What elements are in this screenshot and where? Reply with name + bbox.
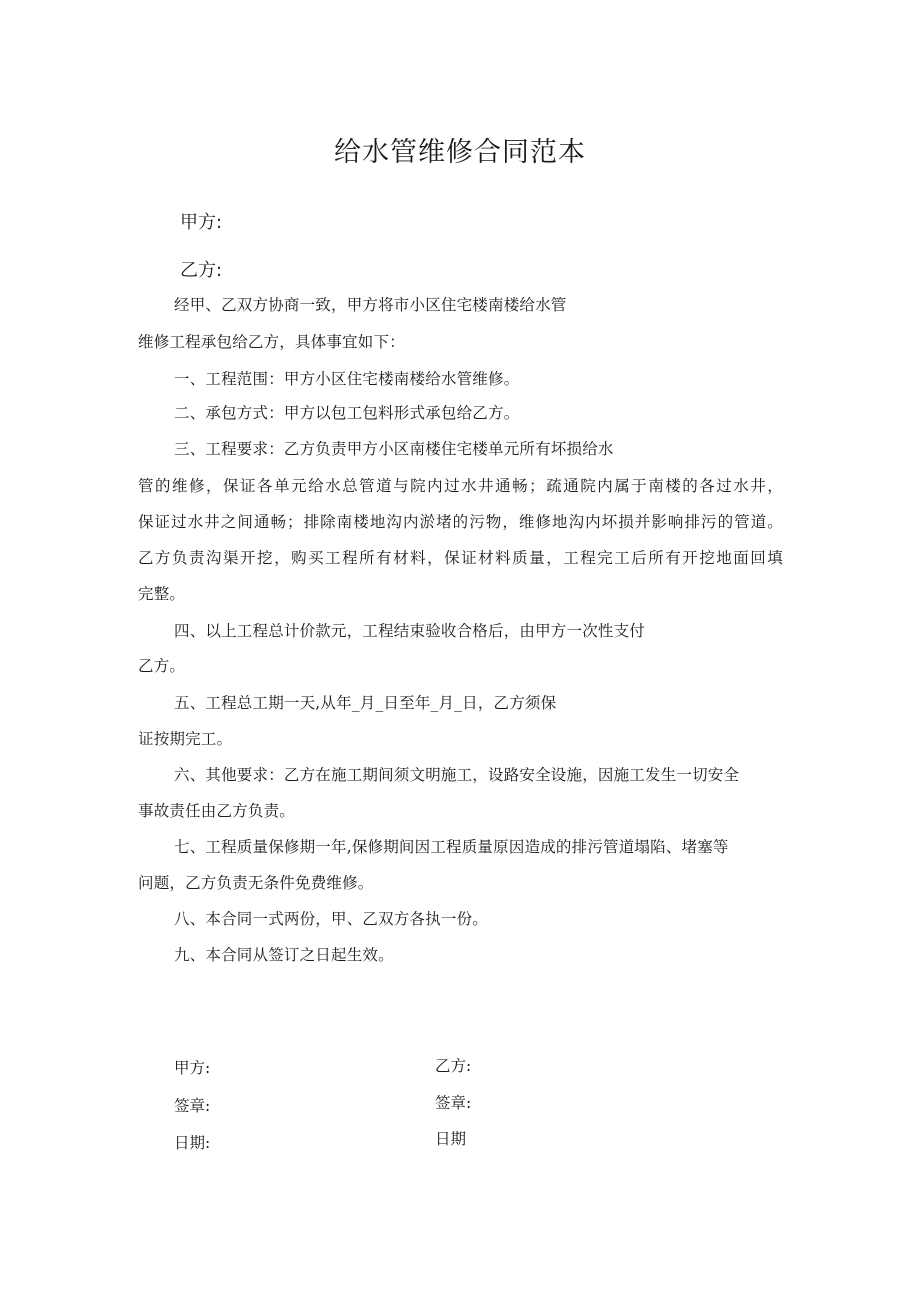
paragraph-line: 事故责任由乙方负责。	[138, 802, 296, 820]
signature-date-b: 日期	[435, 1130, 467, 1148]
paragraph-line: 四、以上工程总计价款元，工程结束验收合格后，由甲方一次性支付	[174, 622, 646, 640]
paragraph-line: 证按期完工。	[138, 730, 233, 748]
paragraph-line: 五、工程总工期一天,从年_月_日至年_月_日，乙方须保	[174, 694, 557, 712]
signature-party-a: 甲方:	[174, 1059, 211, 1077]
paragraph-line: 六、其他要求：乙方在施工期间须文明施工，设路安全设施，因施工发生一切安全	[174, 766, 740, 784]
paragraph-line: 保证过水井之间通畅；排除南楼地沟内淤堵的污物，维修地沟内坏损并影响排污的管道。	[138, 513, 783, 531]
signature-seal-a: 签章:	[174, 1097, 211, 1115]
paragraph-line: 完整。	[138, 585, 186, 603]
party-b-label: 乙方:	[180, 260, 223, 281]
paragraph-line: 九、本合同从签订之日起生效。	[174, 946, 394, 964]
paragraph-line: 七、工程质量保修期一年,保修期间因工程质量原因造成的排污管道塌陷、堵塞等	[174, 838, 729, 856]
paragraph-line: 维修工程承包给乙方，具体事宜如下：	[138, 333, 405, 351]
paragraph-line: 管的维修，保证各单元给水总管道与院内过水井通畅；疏通院内属于南楼的各过水井，	[138, 477, 783, 495]
paragraph-line: 八、本合同一式两份，甲、乙双方各执一份。	[174, 910, 489, 928]
paragraph-line: 三、工程要求：乙方负责甲方小区南楼住宅楼单元所有坏损给水	[174, 440, 614, 458]
paragraph-line: 问题，乙方负责无条件免费维修。	[138, 874, 374, 892]
document-title: 给水管维修合同范本	[334, 137, 586, 168]
signature-party-b: 乙方:	[435, 1057, 472, 1075]
signature-date-a: 日期:	[174, 1134, 211, 1152]
paragraph-line: 乙方。	[138, 657, 186, 675]
signature-seal-b: 签章:	[435, 1094, 472, 1112]
paragraph-line: 乙方负责沟渠开挖，购买工程所有材料，保证材料质量，工程完工后所有开挖地面回填	[138, 549, 783, 567]
paragraph-line: 二、承包方式：甲方以包工包料形式承包给乙方。	[174, 404, 520, 422]
paragraph-line: 一、工程范围：甲方小区住宅楼南楼给水管维修。	[174, 370, 520, 388]
party-a-label: 甲方:	[180, 212, 223, 233]
paragraph-line: 经甲、乙双方协商一致，甲方将市小区住宅楼南楼给水管	[174, 296, 567, 314]
